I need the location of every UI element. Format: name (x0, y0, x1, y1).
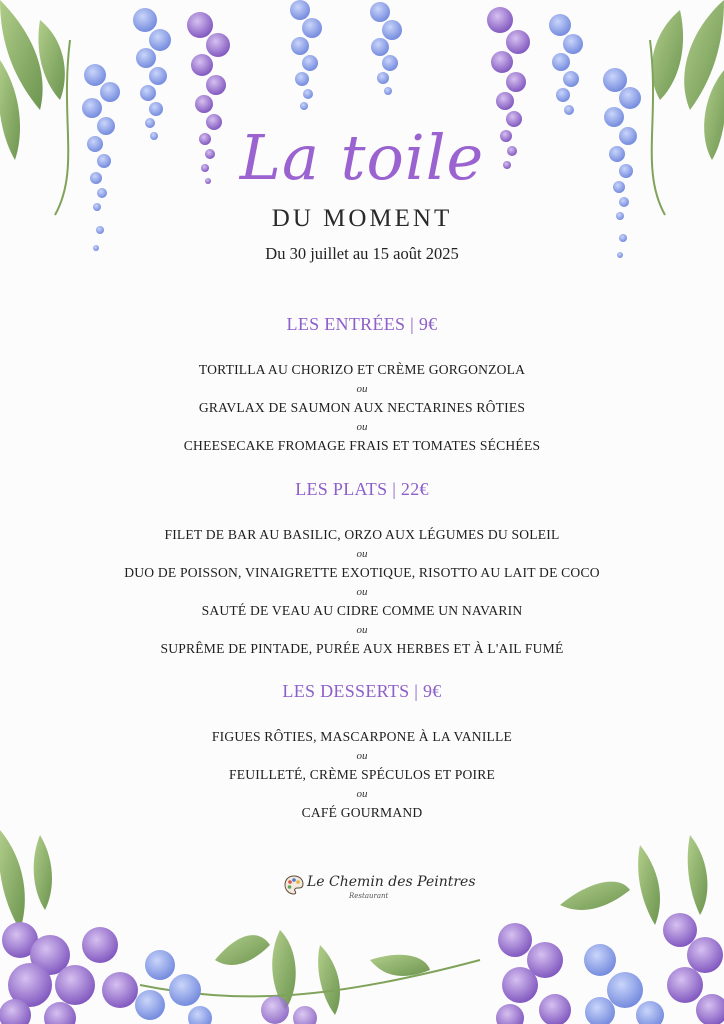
section-title-plats: LES PLATS | 22€ (295, 479, 429, 499)
dish-plat-2: DUO DE POISSON, VINAIGRETTE EXOTIQUE, RISOTTO AU LAIT DE COCO (124, 565, 600, 580)
dish-plat-3: SAUTÉ DE VEAU AU CIDRE COMME UN NAVARIN (201, 603, 523, 618)
dish-entree-3: CHEESECAKE FROMAGE FRAIS ET TOMATES SÉCHÉES (183, 438, 541, 453)
separator-ou: ou (356, 788, 368, 800)
palette-icon (283, 874, 305, 896)
menu-dates: Du 30 juillet au 15 août 2025 (265, 244, 459, 263)
dish-plat-4: SUPRÊME DE PINTADE, PURÉE AUX HERBES ET À L'AIL FUMÉ (160, 641, 564, 656)
logo-name: Le Chemin des Peintres (307, 874, 476, 890)
dish-dessert-3: CAFÉ GOURMAND (301, 805, 423, 820)
separator-ou: ou (356, 421, 368, 433)
separator-ou: ou (356, 548, 368, 560)
section-title-desserts: LES DESSERTS | 9€ (282, 681, 442, 701)
dish-plat-1: FILET DE BAR AU BASILIC, ORZO AUX LÉGUMES DU SOLEIL (164, 527, 560, 542)
dish-dessert-1: FIGUES RÔTIES, MASCARPONE À LA VANILLE (211, 729, 513, 744)
menu-subtitle: DU MOMENT (271, 205, 453, 232)
separator-ou: ou (356, 383, 368, 395)
dish-dessert-2: FEUILLETÉ, CRÈME SPÉCULOS ET POIRE (229, 767, 495, 782)
menu-title: La toile (239, 121, 485, 194)
restaurant-logo (283, 872, 476, 906)
dish-entree-1: TORTILLA AU CHORIZO ET CRÈME GORGONZOLA (198, 362, 526, 377)
separator-ou: ou (356, 624, 368, 636)
logo-tagline: Restaurant (349, 892, 389, 900)
flower-cluster-icon (0, 913, 724, 1024)
separator-ou: ou (356, 750, 368, 762)
dish-entree-2: GRAVLAX DE SAUMON AUX NECTARINES RÔTIES (198, 400, 526, 415)
section-title-entrees: LES ENTRÉES | 9€ (286, 314, 438, 334)
separator-ou: ou (356, 586, 368, 598)
